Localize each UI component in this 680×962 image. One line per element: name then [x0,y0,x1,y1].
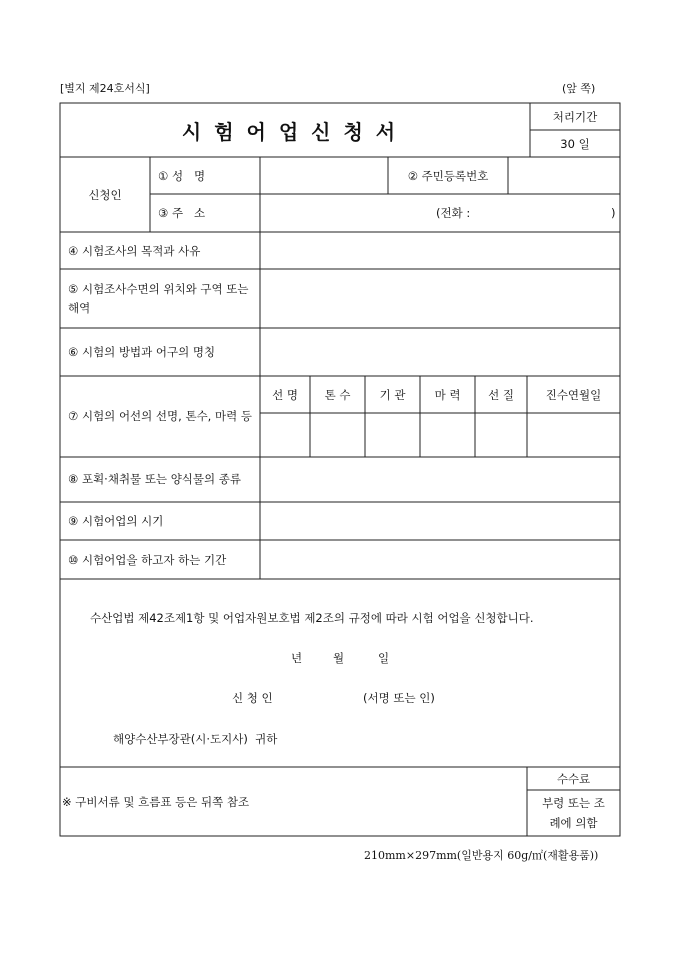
vessel-launch-date-field[interactable] [528,414,619,456]
applicant-label: 신청인 [88,187,122,202]
date-month: 월 [333,651,345,665]
paper-spec: 210mm×297mm(일반용지 60g/㎡(재활용품)) [364,849,599,862]
phone-label: (전화 : [436,206,471,220]
timing-field[interactable] [261,503,619,539]
vessel-col-material: 선 질 [488,387,514,402]
vessel-col-launch-date: 진수연월일 [545,387,602,402]
name-field[interactable] [261,158,387,193]
vessel-material-field[interactable] [476,414,526,456]
vessel-engine-field[interactable] [366,414,419,456]
name-label: ① 성 명 [158,168,206,183]
period-field[interactable] [261,541,619,578]
declaration-text: 수산업법 제42조제1항 및 어업자원보호법 제2조의 규정에 따라 시험 어업을 신청합니다. [90,611,534,625]
address-field[interactable] [261,195,431,231]
purpose-field[interactable] [261,233,619,268]
phone-close-paren: ) [611,206,616,220]
fee-label: 수수료 [556,771,591,786]
vessel-name-field[interactable] [261,414,309,456]
fee-value: 부령 또는 조례에 의함 [542,796,605,830]
vessel-col-horsepower: 마 력 [434,387,461,402]
purpose-label: ④ 시험조사의 목적과 사유 [68,243,201,258]
area-label: ⑤ 시험조사수면의 위치와 구역 또는 해역 [68,281,249,315]
area-field[interactable] [261,270,619,327]
vessel-horsepower-field[interactable] [421,414,474,456]
processing-period-label: 처리기간 [552,109,598,124]
catch-field[interactable] [261,458,619,501]
vessel-tonnage-field[interactable] [311,414,364,456]
signature-note: (서명 또는 인) [363,691,435,705]
page-side-label: (앞 쪽) [562,82,596,95]
signer-label: 신 청 인 [232,691,273,705]
date-year: 년 [291,651,303,665]
vessel-col-engine: 기 관 [379,387,406,402]
catch-label: ⑧ 포획·채취물 또는 양식물의 종류 [68,472,242,486]
timing-label: ⑨ 시험어업의 시기 [68,514,164,528]
vessel-col-name: 선 명 [272,387,298,402]
method-field[interactable] [261,329,619,375]
resident-number-label: ② 주민등록번호 [407,168,489,183]
processing-period-value: 30 일 [560,136,590,151]
form-title: 시험어업신청서 [181,119,409,144]
attachments-note: ※ 구비서류 및 흐름표 등은 뒤쪽 참조 [62,794,250,809]
address-label: ③ 주 소 [158,206,206,220]
method-label: ⑥ 시험의 방법과 어구의 명칭 [68,345,216,359]
form-number: [별지 제24호서식] [60,82,150,95]
date-day: 일 [378,651,390,665]
vessel-label: ⑦ 시험의 어선의 선명, 톤수, 마력 등 [68,409,252,423]
resident-number-field[interactable] [509,158,619,193]
addressee: 해양수산부장관(시·도지사) 귀하 [113,732,278,746]
period-label: ⑩ 시험어업을 하고자 하는 기간 [68,552,227,567]
vessel-col-tonnage: 톤 수 [324,387,351,402]
